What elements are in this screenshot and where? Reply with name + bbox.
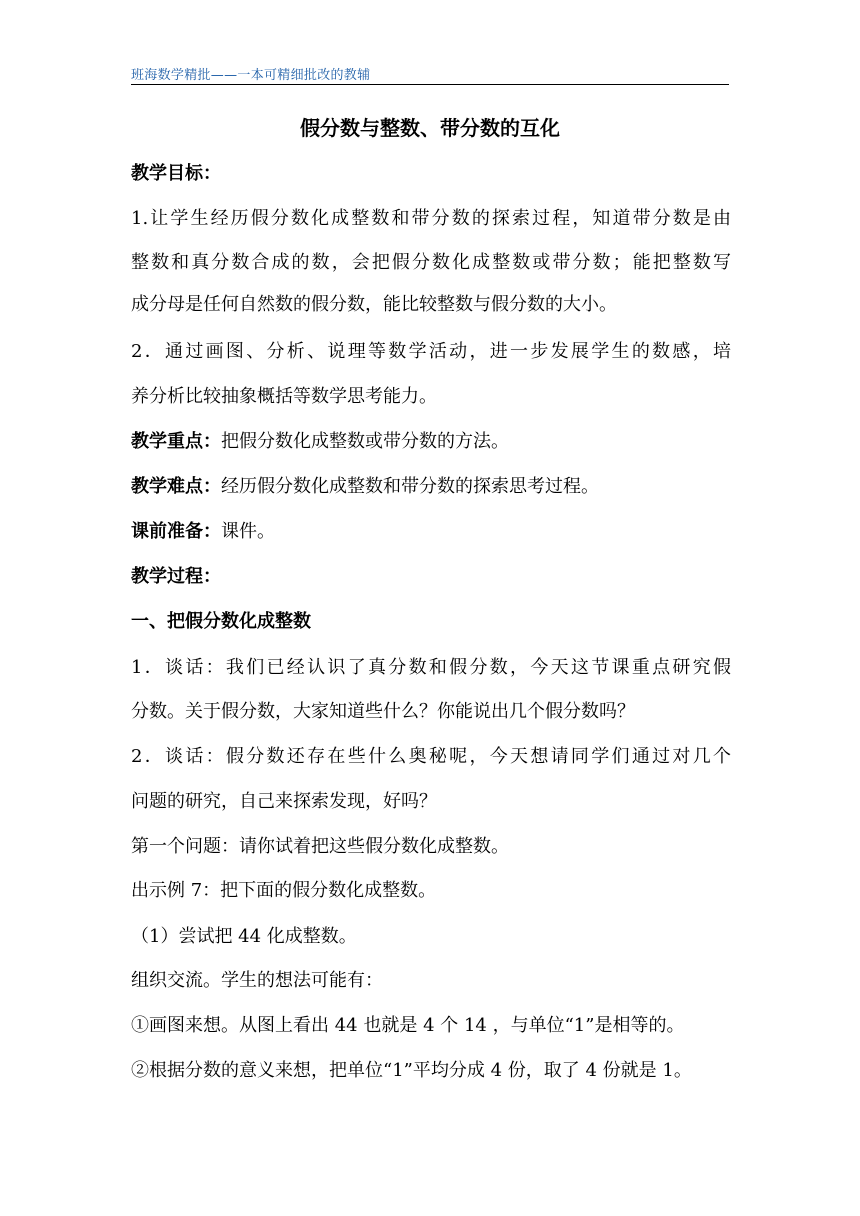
goal-1-line-3: 成分母是任何自然数的假分数，能比较整数与假分数的大小。 xyxy=(131,294,617,315)
document-title: 假分数与整数、带分数的互化 xyxy=(300,116,560,140)
preparation-text: 课件。 xyxy=(221,521,275,542)
question-1: 第一个问题：请你试着把这些假分数化成整数。 xyxy=(131,836,509,857)
section-1-heading: 一、把假分数化成整数 xyxy=(131,611,311,632)
talk-2-line-2: 问题的研究，自己来探索发现，好吗？ xyxy=(131,791,437,812)
idea-2: ②根据分数的意义来想，把单位“1”平均分成 4 份，取了 4 份就是 1。 xyxy=(131,1060,692,1081)
difficulty-text: 经历假分数化成整数和带分数的探索思考过程。 xyxy=(221,476,599,497)
key-point xyxy=(131,433,731,451)
difficulty-label: 教学难点： xyxy=(131,476,221,497)
key-point-label: 教学重点： xyxy=(131,431,221,452)
difficulty xyxy=(131,478,731,496)
example-7: 出示例 7：把下面的假分数化成整数。 xyxy=(131,880,437,901)
page-header: 班海数学精批——一本可精细批改的教辅 xyxy=(131,68,371,83)
key-point-text: 把假分数化成整数或带分数的方法。 xyxy=(221,431,509,452)
goals-heading: 教学目标： xyxy=(131,163,221,184)
idea-1: ①画图来想。从图上看出 44 也就是 4 个 14 ，与单位“1”是相等的。 xyxy=(131,1015,685,1036)
goal-2-line-1: 2．通过画图、分析、说理等数学活动，进一步发展学生的数感，培 xyxy=(131,341,731,362)
talk-1-line-2: 分数。关于假分数，大家知道些什么？你能说出几个假分数吗？ xyxy=(131,701,635,722)
goal-2-line-2: 养分析比较抽象概括等数学思考能力。 xyxy=(131,386,437,407)
talk-1-line-1: 1．谈话：我们已经认识了真分数和假分数，今天这节课重点研究假 xyxy=(131,657,731,678)
talk-2-line-1: 2．谈话：假分数还存在些什么奥秘呢，今天想请同学们通过对几个 xyxy=(131,746,731,767)
preparation-label: 课前准备： xyxy=(131,521,221,542)
goal-1-line-2: 整数和真分数合成的数，会把假分数化成整数或带分数；能把整数写 xyxy=(131,252,731,273)
process-heading: 教学过程： xyxy=(131,566,221,587)
goal-1-line-1: 1.让学生经历假分数化成整数和带分数的探索过程，知道带分数是由 xyxy=(131,208,731,229)
exchange-text: 组织交流。学生的想法可能有： xyxy=(131,970,383,991)
header-divider xyxy=(131,84,729,85)
preparation xyxy=(131,523,731,541)
try-1: （1）尝试把 44 化成整数。 xyxy=(131,926,357,947)
